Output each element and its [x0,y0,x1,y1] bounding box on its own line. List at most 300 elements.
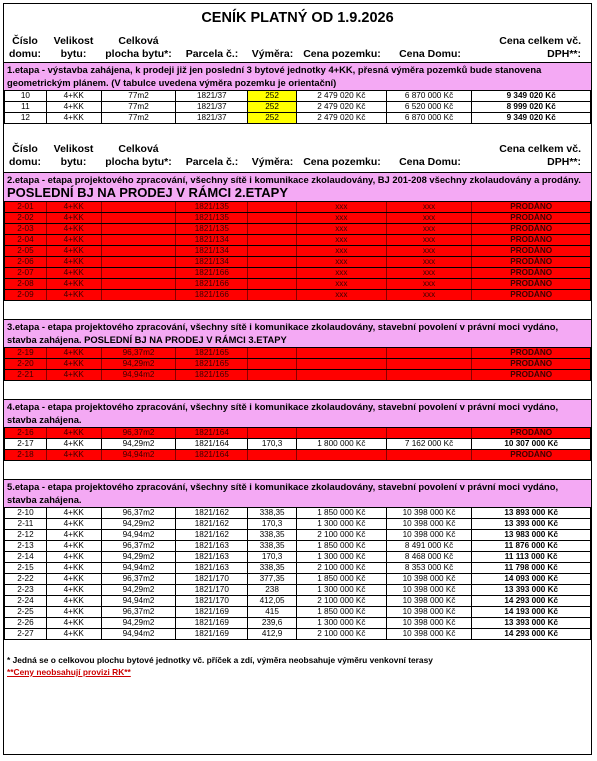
table-cell: 94,94m2 [102,530,177,540]
table-row [4,530,591,541]
table-cell [102,235,177,245]
table-cell [248,290,297,300]
table-cell: 10 398 000 Kč [387,618,473,628]
table-cell: 4+KK [47,202,102,212]
table-cell: 13 393 000 Kč [504,585,559,594]
table-cell [297,370,387,380]
table-cell: xxx [297,268,387,278]
table-cell: 1 850 000 Kč [297,607,387,617]
section-header [4,62,591,91]
footnote-commission: **Ceny neobsahují provizi RK** [7,667,131,677]
section-text: 1.etapa - výstavba zahájena, k prodeji již jen poslední 3 bytové jednotky 4+KK, přesná výměra pozemků bude stanovena geometrickým plánem. (V tabulce uvedena výměra pozemku je orientační) [7,64,542,88]
table-cell: 2-08 [5,279,47,289]
table-cell: 1821/165 [176,359,248,369]
table-cell: PRODÁNO [510,428,553,437]
table-cell: 94,29m2 [102,585,177,595]
table-cell: xxx [297,279,387,289]
table-cell: xxx [297,213,387,223]
table-cell: xxx [297,235,387,245]
section-text: 3.etapa - etapa projektového zpracování, všechny sítě i komunikace zkolaudovány, stavební povolení v právní moci vydáno, stavba zahájena. POSLEDNÍ BJ NA PRODEJ V RÁMCI 3.ETAPY [7,321,559,345]
header-cell: Parcela č.: [185,48,239,60]
table-cell: 4+KK [47,257,102,267]
table-cell: 1821/166 [176,290,248,300]
table-cell: 13 983 000 Kč [504,530,559,539]
table-cell: 412,9 [248,629,297,639]
table-cell: xxx [297,257,387,267]
table-cell: 8 999 020 Kč [506,102,556,111]
table-cell: 1821/134 [176,257,248,267]
table-cell: 10 398 000 Kč [387,508,473,518]
table-cell: 2-22 [5,574,47,584]
header-cell: Výměra: [251,156,294,168]
table-cell: 1821/162 [176,519,248,529]
table-cell: 252 [248,91,297,101]
table-cell: 1821/166 [176,268,248,278]
table-row [4,348,591,359]
table-cell: 1 800 000 Kč [297,439,387,449]
table-cell: xxx [387,246,473,256]
table-row [4,439,591,450]
table-cell [248,268,297,278]
table-cell: PRODÁNO [510,224,553,233]
table-cell: 1821/135 [176,213,248,223]
header-cell: Číslo domu: [8,143,42,168]
table-cell: 4+KK [47,113,102,123]
table-row [4,585,591,596]
table-cell: 94,94m2 [102,450,177,460]
table-row [4,257,591,268]
table-cell: 4+KK [47,279,102,289]
table-cell: 2-23 [5,585,47,595]
table-cell: 4+KK [47,91,102,101]
table-cell: 96,37m2 [102,428,177,438]
price-list-sheet [3,3,592,755]
table-row [4,213,591,224]
table-cell: 1821/162 [176,508,248,518]
table-cell: 1 300 000 Kč [297,552,387,562]
table-cell [102,279,177,289]
table-cell [248,348,297,358]
table-cell: 4+KK [47,563,102,573]
table-cell: 1 300 000 Kč [297,519,387,529]
table-cell: 2 479 020 Kč [297,113,387,123]
table-cell: 1821/169 [176,629,248,639]
table-cell: 6 870 000 Kč [387,113,473,123]
spacer [4,301,591,319]
section-header [4,399,591,428]
table-cell: 4+KK [47,585,102,595]
table-cell: 4+KK [47,439,102,449]
table-row [4,428,591,439]
table-cell: 2-07 [5,268,47,278]
table-cell: 10 398 000 Kč [387,585,473,595]
table-cell: 1821/135 [176,202,248,212]
table-cell: PRODÁNO [510,202,553,211]
table-row [4,552,591,563]
section-text: 5.etapa - etapa projektového zpracování, všechny sítě i komunikace zkolaudovány, stavební povolení v právní moci vydáno, stavba zahájena. [7,481,559,505]
table-cell [102,224,177,234]
section-text: 4.etapa - etapa projektového zpracování, všechny sítě i komunikace zkolaudovány, stavební povolení v právní moci vydáno, stavba zahájena. [7,401,559,425]
table-cell: xxx [387,202,473,212]
table-cell: xxx [297,290,387,300]
table-cell: 2 100 000 Kč [297,596,387,606]
table-cell: 1 300 000 Kč [297,618,387,628]
section-header [4,172,591,202]
table-row [4,279,591,290]
table-cell: 2 100 000 Kč [297,563,387,573]
page-title: CENÍK PLATNÝ OD 1.9.2026 [201,10,394,26]
table-cell [102,246,177,256]
table-cell: 2-04 [5,235,47,245]
table-cell: xxx [387,268,473,278]
table-cell: 2 479 020 Kč [297,102,387,112]
table-cell: 4+KK [47,224,102,234]
header-cell: Celková plocha bytu*: [105,143,172,168]
table-row [4,370,591,381]
table-cell: 2-24 [5,596,47,606]
table-cell: 170,3 [248,519,297,529]
table-cell: 77m2 [102,113,177,123]
table-row [4,618,591,629]
table-cell: 1821/163 [176,541,248,551]
table-row [4,235,591,246]
table-cell: PRODÁNO [510,348,553,357]
table-cell: PRODÁNO [510,290,553,299]
table-row [4,359,591,370]
table-cell: 2-03 [5,224,47,234]
table-cell: 2 100 000 Kč [297,530,387,540]
table-cell: 1821/135 [176,224,248,234]
table-cell: 1821/170 [176,574,248,584]
table-body [4,62,591,640]
table-cell: 2-05 [5,246,47,256]
table-cell: xxx [387,213,473,223]
header-cell: Číslo domu: [8,35,42,60]
table-cell: 2-11 [5,519,47,529]
table-cell: 77m2 [102,91,177,101]
table-cell: 10 [5,91,47,101]
footnote: * Jedná se o celkovou plochu bytové jednotky vč. příček a zdí, výměra neobsahuje výměru venkovní terasy [7,655,433,665]
table-cell: 377,35 [248,574,297,584]
table-row [4,450,591,461]
table-cell: 2-26 [5,618,47,628]
table-cell: 1821/169 [176,618,248,628]
table-cell: 338,35 [248,541,297,551]
table-cell: 2-13 [5,541,47,551]
table-cell [387,348,473,358]
header-cell: Cena Domu: [399,156,461,168]
header-cell: Celková plocha bytu*: [105,35,172,60]
table-cell: 4+KK [47,235,102,245]
table-cell: 1821/163 [176,552,248,562]
table-cell: 338,35 [248,530,297,540]
table-cell: 2-10 [5,508,47,518]
table-cell: 13 393 000 Kč [504,519,559,528]
table-cell [102,290,177,300]
table-cell: 96,37m2 [102,541,177,551]
table-cell: 94,29m2 [102,439,177,449]
table-cell: 238 [248,585,297,595]
table-cell [248,279,297,289]
table-cell: 4+KK [47,618,102,628]
table-header [4,142,591,172]
table-cell: 7 162 000 Kč [387,439,473,449]
table-cell: 1821/37 [176,102,248,112]
table-cell: PRODÁNO [510,257,553,266]
table-cell: 4+KK [47,268,102,278]
table-cell [248,235,297,245]
table-cell: 8 491 000 Kč [387,541,473,551]
table-cell: 77m2 [102,102,177,112]
table-cell: 2-15 [5,563,47,573]
table-row [4,629,591,640]
table-cell: 11 [5,102,47,112]
table-cell: 170,3 [248,552,297,562]
table-cell: 4+KK [47,574,102,584]
table-cell: 1821/134 [176,246,248,256]
table-cell [248,213,297,223]
table-cell: 94,94m2 [102,629,177,639]
table-cell [387,370,473,380]
section-text: 2.etapa - etapa projektového zpracování, všechny sítě i komunikace zkolaudovány, BJ 201-208 všechny zkolaudovány a prodány. [7,174,581,185]
table-cell: 6 520 000 Kč [387,102,473,112]
table-cell: 4+KK [47,370,102,380]
table-cell: 4+KK [47,530,102,540]
table-cell: 9 349 020 Kč [506,91,556,100]
table-cell: 96,37m2 [102,607,177,617]
table-cell: 2-14 [5,552,47,562]
header-cell: Cena pozemku: [303,156,381,168]
table-cell: 94,29m2 [102,519,177,529]
table-cell: 2-18 [5,450,47,460]
table-cell: 13 393 000 Kč [504,618,559,627]
table-cell: 10 398 000 Kč [387,629,473,639]
table-cell: 94,94m2 [102,596,177,606]
table-cell: PRODÁNO [510,279,553,288]
table-cell: 4+KK [47,290,102,300]
table-cell: 10 398 000 Kč [387,607,473,617]
table-cell: 2-12 [5,530,47,540]
table-cell: 4+KK [47,348,102,358]
table-cell: 1 300 000 Kč [297,585,387,595]
table-cell: 10 398 000 Kč [387,574,473,584]
header-cell: Výměra: [251,48,294,60]
table-cell: 14 193 000 Kč [504,607,559,616]
header-cell: Velikost bytu: [53,143,94,168]
table-cell [248,224,297,234]
table-cell: 1 850 000 Kč [297,574,387,584]
header-cell: Cena Domu: [399,48,461,60]
table-cell: 4+KK [47,629,102,639]
table-cell: 4+KK [47,541,102,551]
table-cell: 1821/165 [176,370,248,380]
table-cell: xxx [387,279,473,289]
table-cell: 2-02 [5,213,47,223]
table-cell: 96,37m2 [102,574,177,584]
table-cell: 252 [248,102,297,112]
table-cell: 11 876 000 Kč [504,541,558,550]
table-cell: 2-01 [5,202,47,212]
table-cell: 11 113 000 Kč [504,552,558,561]
table-cell: 9 349 020 Kč [506,113,556,122]
table-cell: 4+KK [47,246,102,256]
table-cell: 14 293 000 Kč [504,629,559,638]
table-cell: PRODÁNO [510,370,553,379]
table-cell: xxx [387,290,473,300]
table-cell: 1821/162 [176,530,248,540]
table-cell: 1821/170 [176,585,248,595]
table-cell: 10 398 000 Kč [387,596,473,606]
spacer [4,381,591,399]
section-header [4,479,591,508]
table-row [4,508,591,519]
table-cell [248,257,297,267]
table-cell [297,450,387,460]
table-row [4,102,591,113]
table-cell: 4+KK [47,596,102,606]
table-cell: 170,3 [248,439,297,449]
table-cell: 13 893 000 Kč [504,508,559,517]
table-cell: 94,29m2 [102,618,177,628]
spacer [4,461,591,479]
table-cell: PRODÁNO [510,359,553,368]
header-cell: Velikost bytu: [53,35,94,60]
table-cell: 1821/134 [176,235,248,245]
table-cell [387,450,473,460]
table-row [4,541,591,552]
table-cell: 1821/164 [176,428,248,438]
spacer [4,124,591,142]
table-cell: 412,05 [248,596,297,606]
table-cell: 4+KK [47,102,102,112]
table-cell: 1821/164 [176,439,248,449]
table-cell: 4+KK [47,359,102,369]
table-row [4,574,591,585]
table-cell [102,268,177,278]
table-cell: 94,29m2 [102,359,177,369]
table-cell: 11 798 000 Kč [504,563,558,572]
table-cell: 94,94m2 [102,370,177,380]
table-cell: 4+KK [47,213,102,223]
table-cell: 4+KK [47,450,102,460]
table-cell: 4+KK [47,552,102,562]
table-cell: 2-09 [5,290,47,300]
table-row [4,290,591,301]
table-cell [102,257,177,267]
table-cell: 1821/166 [176,279,248,289]
table-cell: xxx [387,235,473,245]
table-cell: 12 [5,113,47,123]
table-cell [102,213,177,223]
table-cell [297,359,387,369]
table-cell: PRODÁNO [510,235,553,244]
table-cell: 2-06 [5,257,47,267]
table-cell: 94,29m2 [102,552,177,562]
table-cell: 1821/169 [176,607,248,617]
table-header [4,32,591,62]
table-cell: 1821/163 [176,563,248,573]
table-cell: 338,35 [248,508,297,518]
header-cell: Cena pozemku: [303,48,381,60]
table-cell: 14 293 000 Kč [504,596,559,605]
table-cell: PRODÁNO [510,246,553,255]
table-cell: 1 850 000 Kč [297,541,387,551]
header-cell: Parcela č.: [185,156,239,168]
table-cell [102,202,177,212]
table-cell: 8 353 000 Kč [387,563,473,573]
table-cell: 2 100 000 Kč [297,629,387,639]
table-cell: 10 398 000 Kč [387,519,473,529]
table-cell: 2-21 [5,370,47,380]
table-cell: 1821/170 [176,596,248,606]
table-cell: xxx [387,224,473,234]
header-cell: Cena celkem vč. DPH**: [499,35,581,60]
table-cell: xxx [297,202,387,212]
table-cell: 4+KK [47,428,102,438]
table-cell: 252 [248,113,297,123]
table-row [4,596,591,607]
table-row [4,91,591,102]
table-row [4,519,591,530]
table-cell: 4+KK [47,607,102,617]
table-cell: 2-20 [5,359,47,369]
table-cell: 2-25 [5,607,47,617]
table-cell: 2-27 [5,629,47,639]
table-cell: PRODÁNO [510,213,553,222]
table-cell [248,246,297,256]
table-cell: 2 479 020 Kč [297,91,387,101]
table-cell: 1821/37 [176,91,248,101]
table-cell [387,359,473,369]
table-cell: 8 468 000 Kč [387,552,473,562]
table-row [4,224,591,235]
table-cell [248,450,297,460]
table-cell: 239,6 [248,618,297,628]
section-highlight: POSLEDNÍ BJ NA PRODEJ V RÁMCI 2.ETAPY [7,184,288,200]
table-row [4,246,591,257]
table-cell: 1 850 000 Kč [297,508,387,518]
table-cell [248,359,297,369]
table-cell [297,348,387,358]
table-cell: 10 398 000 Kč [387,530,473,540]
table-cell: 96,37m2 [102,348,177,358]
table-cell: xxx [387,257,473,267]
table-cell [297,428,387,438]
table-cell: 94,94m2 [102,563,177,573]
table-cell: 1821/37 [176,113,248,123]
table-cell: 1821/164 [176,450,248,460]
table-cell: PRODÁNO [510,268,553,277]
table-cell: xxx [297,224,387,234]
table-cell: 6 870 000 Kč [387,91,473,101]
table-cell: 1821/165 [176,348,248,358]
header-cell: Cena celkem vč. DPH**: [499,143,581,168]
table-row [4,268,591,279]
table-cell [248,202,297,212]
table-cell [248,428,297,438]
table-cell: 10 307 000 Kč [504,439,559,448]
table-cell: 4+KK [47,519,102,529]
table-cell: 14 093 000 Kč [504,574,559,583]
table-cell: 2-16 [5,428,47,438]
table-cell: 338,35 [248,563,297,573]
table-cell: PRODÁNO [510,450,553,459]
table-cell: 415 [248,607,297,617]
table-row [4,202,591,213]
table-cell: 2-19 [5,348,47,358]
table-cell: 2-17 [5,439,47,449]
table-cell: 96,37m2 [102,508,177,518]
